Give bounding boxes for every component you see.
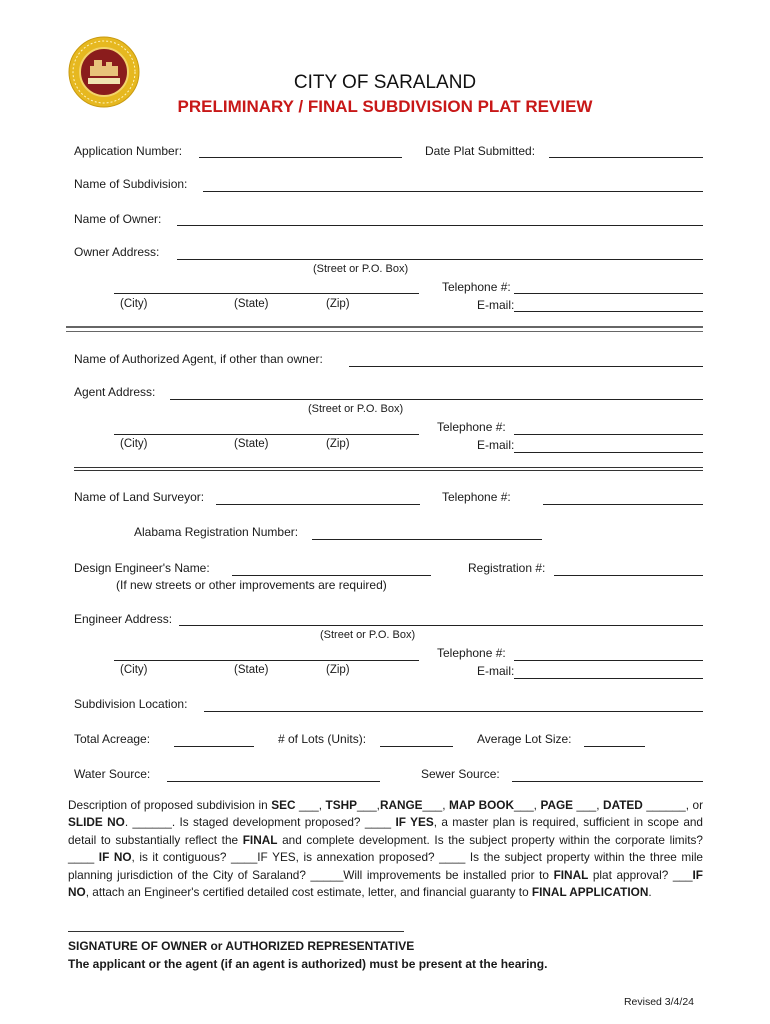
authorized-agent-label: Name of Authorized Agent, if other than owner: — [74, 352, 323, 366]
tshp-label: TSHP — [325, 798, 357, 812]
engineer-telephone-label: Telephone #: — [437, 646, 506, 660]
date-plat-submitted-field[interactable] — [549, 157, 703, 158]
if-yes-label: IF YES — [395, 815, 434, 830]
agent-street-field[interactable] — [170, 399, 703, 400]
engineer-street-field[interactable] — [179, 625, 703, 626]
authorized-agent-field[interactable] — [349, 366, 703, 367]
sewer-source-label: Sewer Source: — [421, 767, 500, 781]
alabama-registration-field[interactable] — [312, 539, 542, 540]
engineer-email-label: E-mail: — [477, 664, 515, 678]
owner-email-label: E-mail: — [477, 298, 515, 312]
agent-email-field[interactable] — [514, 452, 703, 453]
average-lot-size-field[interactable] — [584, 746, 645, 747]
agent-email-label: E-mail: — [477, 438, 515, 452]
page-title: CITY OF SARALAND — [293, 72, 477, 93]
signature-field[interactable] — [68, 931, 404, 932]
revised-date: Revised 3/4/24 — [623, 996, 694, 1008]
owner-street-field[interactable] — [177, 259, 703, 260]
agent-city-state-zip-field[interactable] — [114, 434, 419, 435]
land-surveyor-label: Name of Land Surveyor: — [74, 490, 205, 504]
section-divider — [74, 467, 703, 471]
signature-note: The applicant or the agent (if an agent is authorized) must be present at the hearing. — [68, 957, 548, 971]
water-source-label: Water Source: — [74, 767, 151, 781]
total-acreage-field[interactable] — [174, 746, 254, 747]
water-source-field[interactable] — [167, 781, 380, 782]
final-application-label: FINAL APPLICATION — [531, 885, 649, 900]
name-of-subdivision-field[interactable] — [203, 191, 703, 192]
owner-city-caption: (City) — [120, 298, 148, 310]
owner-state-caption: (State) — [234, 298, 269, 310]
subdivision-location-label: Subdivision Location: — [74, 697, 188, 711]
agent-zip-caption: (Zip) — [326, 438, 350, 450]
slide-no-label: SLIDE NO — [68, 815, 125, 830]
registration-label: Registration #: — [468, 561, 546, 575]
total-acreage-label: Total Acreage: — [74, 732, 151, 746]
owner-telephone-field[interactable] — [514, 293, 703, 294]
map-book-label: MAP BOOK — [449, 798, 514, 812]
registration-field[interactable] — [554, 575, 703, 576]
owner-address-label: Owner Address: — [74, 245, 160, 259]
agent-telephone-field[interactable] — [514, 434, 703, 435]
engineer-street-caption: (Street or P.O. Box) — [320, 629, 416, 641]
engineer-state-caption: (State) — [234, 664, 269, 676]
design-engineer-field[interactable] — [232, 575, 431, 576]
owner-city-state-zip-field[interactable] — [114, 293, 419, 294]
sec-label: SEC — [271, 798, 296, 812]
application-number-field[interactable] — [199, 157, 402, 158]
engineer-telephone-field[interactable] — [514, 660, 703, 661]
owner-email-field[interactable] — [514, 311, 703, 312]
page-subtitle: PRELIMINARY / FINAL SUBDIVISION PLAT REVIEW — [177, 97, 593, 116]
engineer-email-field[interactable] — [514, 678, 703, 679]
subdivision-location-field[interactable] — [204, 711, 703, 712]
design-engineer-label: Design Engineer's Name: — [74, 561, 210, 575]
engineer-zip-caption: (Zip) — [326, 664, 350, 676]
agent-city-caption: (City) — [120, 438, 148, 450]
agent-telephone-label: Telephone #: — [437, 420, 506, 434]
range-label: RANGE — [379, 798, 423, 812]
application-number-label: Application Number: — [74, 144, 183, 158]
owner-street-caption: (Street or P.O. Box) — [313, 263, 409, 275]
owner-zip-caption: (Zip) — [326, 298, 350, 310]
dated-label: DATED — [603, 798, 643, 812]
num-lots-field[interactable] — [380, 746, 453, 747]
page-label: PAGE — [540, 798, 574, 812]
engineer-address-label: Engineer Address: — [74, 612, 173, 626]
agent-street-caption: (Street or P.O. Box) — [308, 403, 404, 415]
engineer-city-caption: (City) — [120, 664, 148, 676]
engineer-city-state-zip-field[interactable] — [114, 660, 419, 661]
description-paragraph: Description of proposed subdivision in SEC ___, TSHP___,RANGE___, MAP BOOK___, PAGE ___, DATED ______, or SLIDE NO. ______. Is staged development proposed? ____ IF YES, a master plan is required, sufficient in scope and detail to substantially reflect the FINAL and complete development. Is the subject property within the corporate limits? ____ IF NO, is it contiguous? ____IF YES, is annexation proposed? ____ Is the subject property within the three mile planning jurisdiction of the City of Saraland? _____Will improvements be installed prior to FINAL plat approval? ___IF NO, attach an Engineer's certified detailed cost estimate, letter, and financial guaranty to FINAL APPLICATION. — [68, 798, 703, 900]
average-lot-size-label: Average Lot Size: — [477, 732, 572, 746]
alabama-registration-label: Alabama Registration Number: — [134, 525, 299, 539]
name-of-owner-label: Name of Owner: — [74, 212, 162, 226]
name-of-subdivision-label: Name of Subdivision: — [74, 177, 188, 191]
agent-address-label: Agent Address: — [74, 385, 156, 399]
land-surveyor-field[interactable] — [216, 504, 420, 505]
sewer-source-field[interactable] — [512, 781, 703, 782]
signature-label: SIGNATURE OF OWNER or AUTHORIZED REPRESENTATIVE — [68, 939, 415, 953]
num-lots-label: # of Lots (Units): — [278, 732, 367, 746]
surveyor-telephone-label: Telephone #: — [442, 490, 511, 504]
name-of-owner-field[interactable] — [177, 225, 703, 226]
surveyor-telephone-field[interactable] — [543, 504, 703, 505]
agent-state-caption: (State) — [234, 438, 269, 450]
owner-telephone-label: Telephone #: — [442, 280, 511, 294]
design-engineer-note: (If new streets or other improvements are required) — [116, 578, 387, 592]
section-divider — [66, 326, 703, 332]
date-plat-submitted-label: Date Plat Submitted: — [425, 144, 536, 158]
